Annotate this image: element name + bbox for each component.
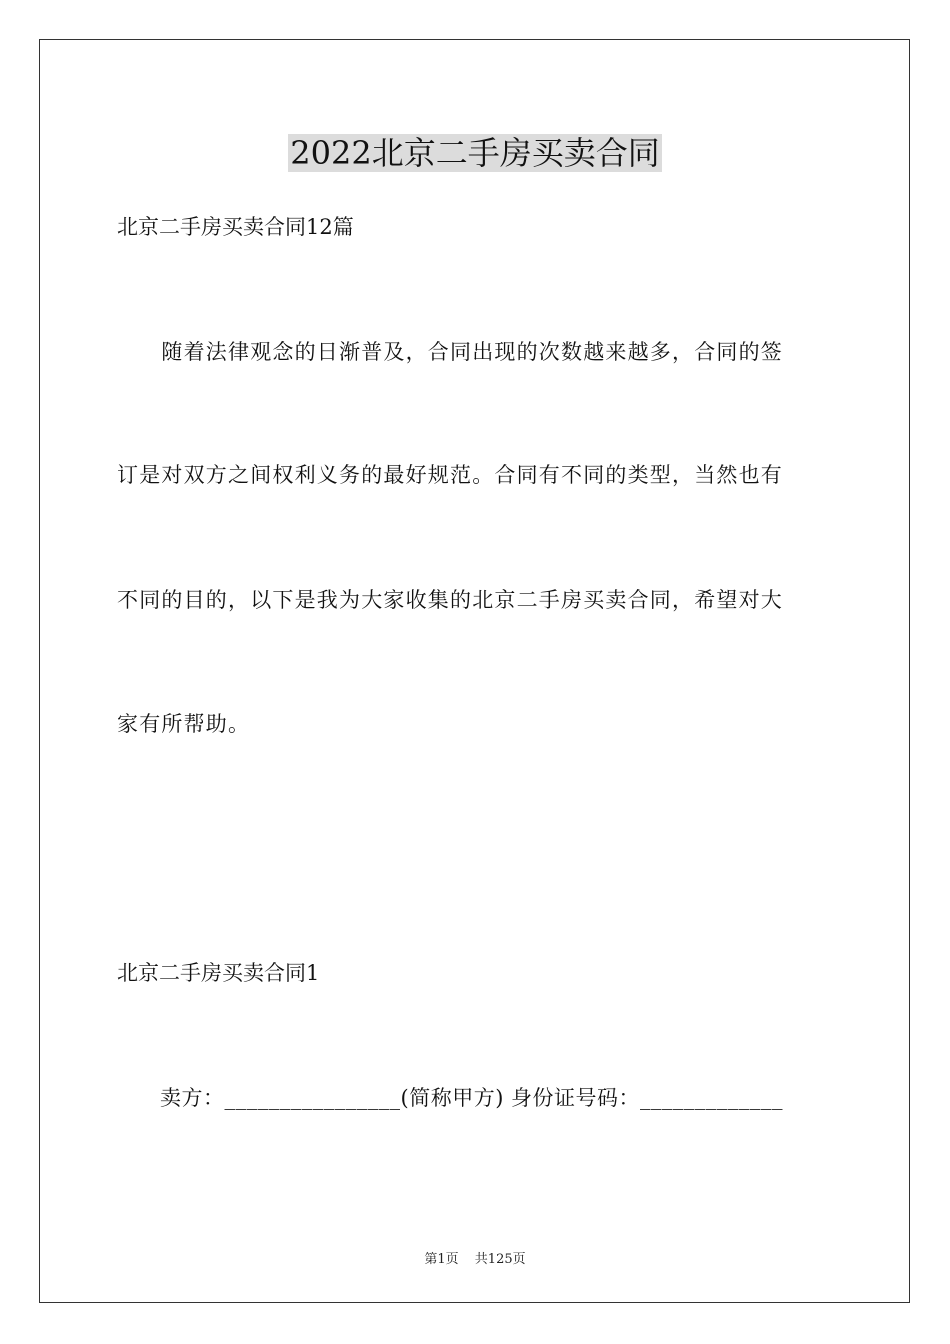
page-total: 共125页 [474,1252,526,1267]
intro-line-1: 随着法律观念的日渐普及，合同出现的次数越来越多，合同的签 [117,340,783,364]
intro-line-2: 订是对双方之间权利义务的最好规范。合同有不同的类型，当然也有 [117,463,783,487]
intro-line-4: 家有所帮助。 [117,712,251,736]
page-footer [0,1248,950,1267]
intro-line-3: 不同的目的，以下是我为大家收集的北京二手房买卖合同，希望对大 [117,588,783,612]
seller-line: 卖方：________________(简称甲方) 身份证号码：_____________ [117,1086,784,1110]
page-number: 第1页 [424,1252,459,1267]
document-subtitle: 北京二手房买卖合同12篇 [117,215,354,239]
document-title-wrap [0,128,950,174]
section-heading: 北京二手房买卖合同1 [117,961,320,985]
document-title: 2022北京二手房买卖合同 [290,134,660,172]
